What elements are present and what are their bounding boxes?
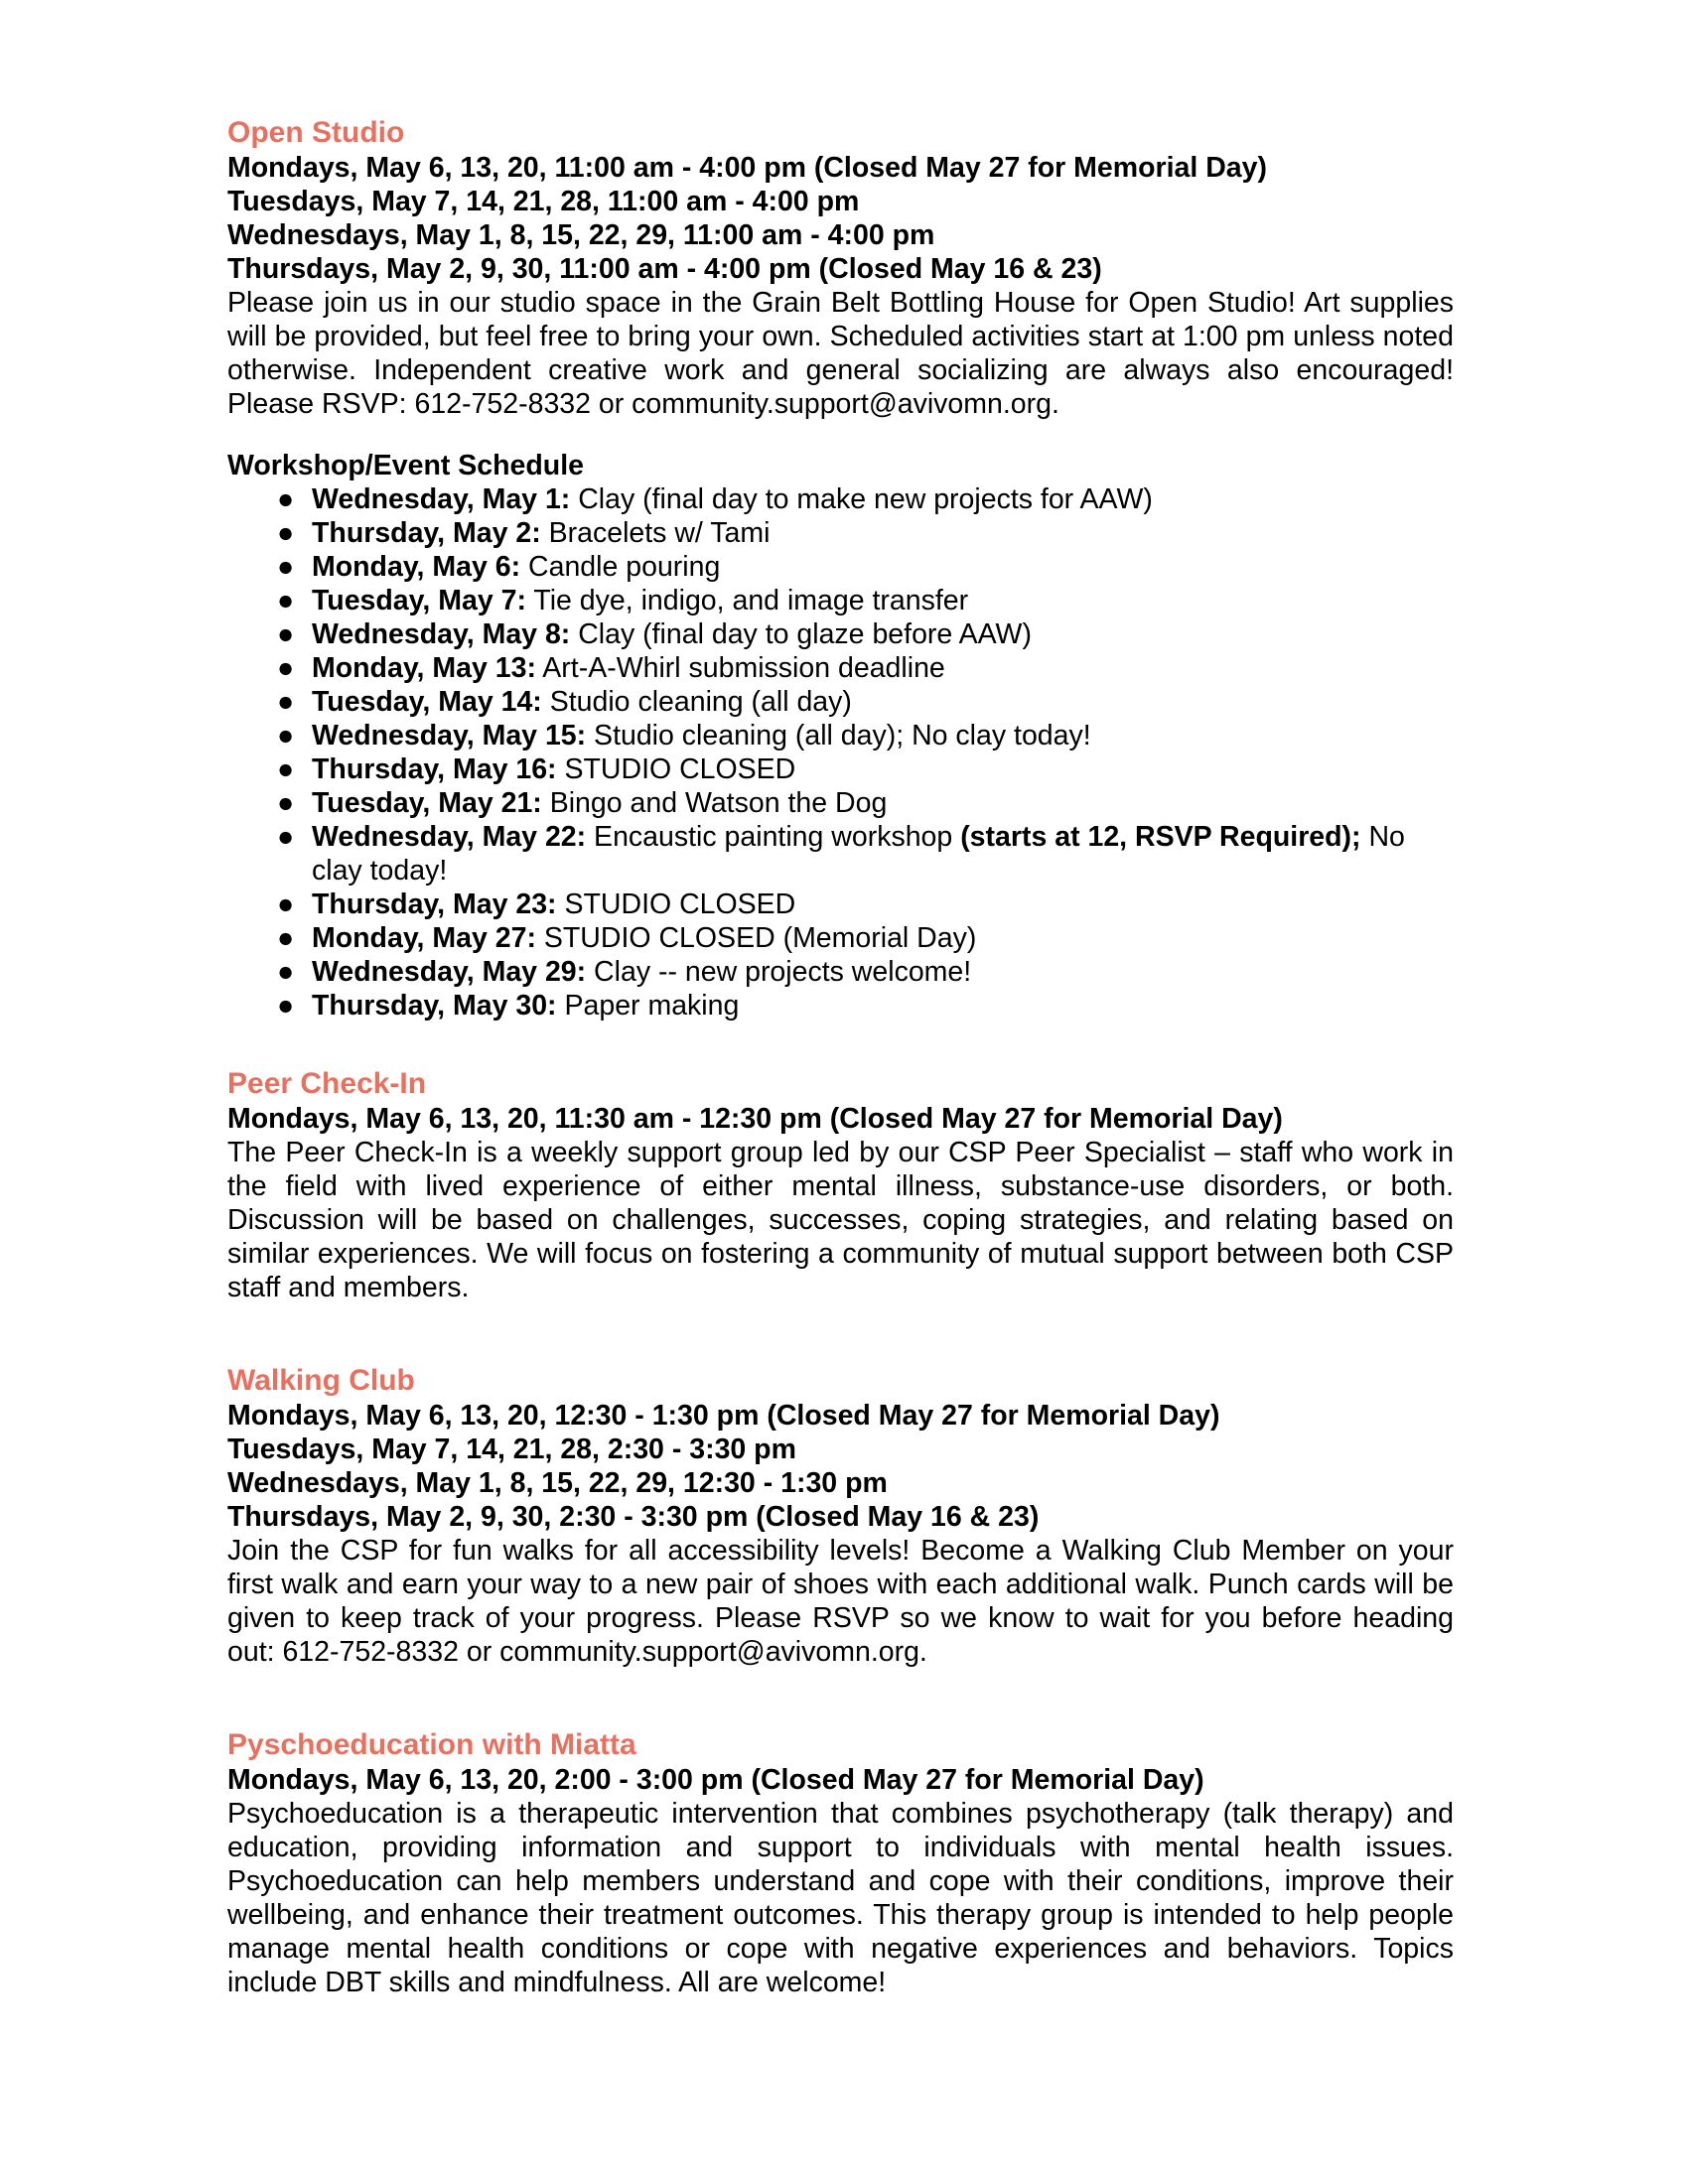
event-item	[227, 786, 1454, 820]
event-text: Clay (final day to make new projects for AAW)	[570, 483, 1153, 515]
section-title-walking-club: Walking Club	[227, 1364, 415, 1397]
schedule-line: Mondays, May 6, 13, 20, 11:30 am - 12:30 pm (Closed May 27 for Memorial Day)	[227, 1103, 1283, 1135]
event-item	[227, 921, 1454, 955]
section-title-open-studio: Open Studio	[227, 116, 405, 149]
event-date: Wednesday, May 29:	[312, 956, 587, 988]
bullet-icon: ●	[277, 686, 295, 718]
event-date: Monday, May 13:	[312, 652, 536, 684]
event-item	[227, 752, 1454, 786]
schedule-line: Mondays, May 6, 13, 20, 11:00 am - 4:00 pm (Closed May 27 for Memorial Day)	[227, 152, 1267, 184]
event-date: Thursday, May 30:	[312, 990, 557, 1022]
event-date: Tuesday, May 21:	[312, 787, 542, 819]
event-date: Wednesday, May 22:	[312, 821, 587, 853]
schedule-line: Tuesdays, May 7, 14, 21, 28, 2:30 - 3:30 pm	[227, 1433, 796, 1465]
event-date: Wednesday, May 1:	[312, 483, 571, 515]
event-text: Art-A-Whirl submission deadline	[535, 652, 945, 684]
workshop-schedule-heading: Workshop/Event Schedule	[227, 450, 584, 481]
bullet-icon: ●	[277, 652, 295, 684]
event-text: Paper making	[556, 990, 740, 1022]
event-text: Studio cleaning (all day); No clay today!	[586, 720, 1091, 751]
section-description: Psychoeducation is a therapeutic intervention that combines psychotherapy (talk therapy) and education, providing information and support to individuals with mental health issues. Psychoeducation can help members understand and cope with their conditions, improve their wellbeing, and enhance their treatment outcomes. This therapy group is intended to help people manage mental health conditions or cope with negative experiences and behaviors. Topics include DBT skills and mindfulness. All are welcome!	[227, 1798, 1454, 1998]
section-title-peer-check-in: Peer Check-In	[227, 1067, 427, 1100]
bullet-icon: ●	[277, 821, 295, 853]
event-item	[227, 955, 1454, 989]
schedule-line: Thursdays, May 2, 9, 30, 11:00 am - 4:00 pm (Closed May 16 & 23)	[227, 253, 1102, 285]
document-page	[227, 115, 1454, 1999]
schedule-line: Wednesdays, May 1, 8, 15, 22, 29, 11:00 am - 4:00 pm	[227, 219, 935, 251]
event-item	[227, 550, 1454, 584]
bullet-icon: ●	[277, 956, 295, 988]
event-text: Clay (final day to glaze before AAW)	[570, 618, 1032, 650]
event-date: Monday, May 27:	[312, 922, 536, 954]
bullet-icon: ●	[277, 551, 295, 583]
bullet-icon: ●	[277, 922, 295, 954]
section-description: Please join us in our studio space in the Grain Belt Bottling House for Open Studio! Art supplies will be provided, but feel free to bring your own. Scheduled activities start at 1:00 pm unless noted otherwise. Independent creative work and general socializing are always also encouraged! Please RSVP: 612-752-8332 or community.support@avivomn.org.	[227, 287, 1454, 420]
event-date: Tuesday, May 7:	[312, 585, 526, 616]
section-title-psychoeducation: Pyschoeducation with Miatta	[227, 1728, 636, 1761]
event-item	[227, 482, 1454, 516]
event-date: Thursday, May 23:	[312, 888, 557, 920]
psychoeducation-section	[227, 1727, 1454, 1999]
bullet-icon: ●	[277, 517, 295, 549]
schedule-line: Mondays, May 6, 13, 20, 12:30 - 1:30 pm (Closed May 27 for Memorial Day)	[227, 1400, 1220, 1432]
schedule-line: Thursdays, May 2, 9, 30, 2:30 - 3:30 pm (Closed May 16 & 23)	[227, 1501, 1040, 1533]
bullet-icon: ●	[277, 483, 295, 515]
event-text: Bingo and Watson the Dog	[541, 787, 888, 819]
event-date: Thursday, May 16:	[312, 753, 557, 785]
event-item	[227, 887, 1454, 921]
schedule-line: Mondays, May 6, 13, 20, 2:00 - 3:00 pm (Closed May 27 for Memorial Day)	[227, 1764, 1204, 1796]
event-date: Tuesday, May 14:	[312, 686, 542, 718]
bullet-icon: ●	[277, 753, 295, 785]
event-item	[227, 617, 1454, 651]
event-text: STUDIO CLOSED	[556, 753, 796, 785]
event-text: Bracelets w/ Tami	[540, 517, 771, 549]
event-item	[227, 584, 1454, 617]
bullet-icon: ●	[277, 990, 295, 1022]
event-text: STUDIO CLOSED (Memorial Day)	[535, 922, 977, 954]
section-description: The Peer Check-In is a weekly support group led by our CSP Peer Specialist – staff who work in the field with lived experience of either mental illness, substance-use disorders, or both. Discussion will be based on challenges, successes, coping strategies, and relating based on similar experiences. We will focus on fostering a community of mutual support between both CSP staff and members.	[227, 1137, 1454, 1303]
event-date: Wednesday, May 15:	[312, 720, 587, 751]
event-text: Candle pouring	[520, 551, 721, 583]
event-item	[227, 989, 1454, 1023]
event-text: STUDIO CLOSED	[556, 888, 796, 920]
bullet-icon: ●	[277, 585, 295, 616]
event-text: Clay -- new projects welcome!	[586, 956, 972, 988]
schedule-line: Tuesdays, May 7, 14, 21, 28, 11:00 am - 4:00 pm	[227, 186, 860, 217]
peer-check-in-section	[227, 1066, 1454, 1304]
event-text: Studio cleaning (all day)	[541, 686, 852, 718]
event-item	[227, 685, 1454, 719]
event-item	[227, 820, 1454, 887]
schedule-line: Wednesdays, May 1, 8, 15, 22, 29, 12:30 - 1:30 pm	[227, 1467, 888, 1499]
event-date: Monday, May 6:	[312, 551, 521, 583]
event-text: Tie dye, indigo, and image transfer	[525, 585, 969, 616]
event-list	[227, 482, 1454, 1023]
bullet-icon: ●	[277, 888, 295, 920]
event-item	[227, 516, 1454, 550]
bullet-icon: ●	[277, 720, 295, 751]
event-item	[227, 719, 1454, 752]
workshop-schedule-section	[227, 449, 1454, 1023]
event-date: Wednesday, May 8:	[312, 618, 571, 650]
bullet-icon: ●	[277, 618, 295, 650]
walking-club-section	[227, 1363, 1454, 1669]
event-note: (starts at 12, RSVP Required);	[960, 821, 1361, 853]
event-text: Encaustic painting workshop	[586, 821, 961, 853]
event-text-after: No clay today!	[312, 821, 1405, 887]
event-item	[227, 651, 1454, 685]
open-studio-section	[227, 115, 1454, 421]
event-date: Thursday, May 2:	[312, 517, 541, 549]
section-description: Join the CSP for fun walks for all accessibility levels! Become a Walking Club Member on your first walk and earn your way to a new pair of shoes with each additional walk. Punch cards will be given to keep track of your progress. Please RSVP so we know to wait for you before heading out: 612-752-8332 or community.support@avivomn.org.	[227, 1535, 1454, 1668]
bullet-icon: ●	[277, 787, 295, 819]
